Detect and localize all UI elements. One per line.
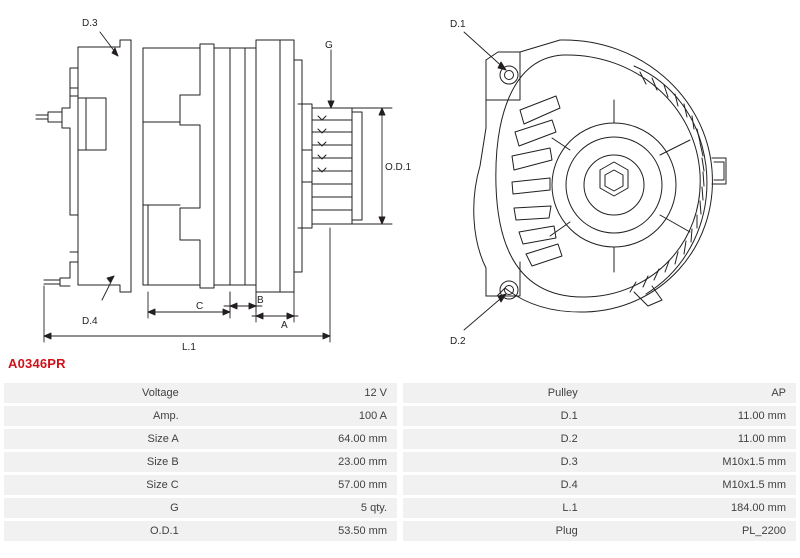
spec-key: Amp. (4, 406, 189, 426)
label-d3: D.3 (82, 18, 98, 29)
part-number: A0346PR (8, 356, 66, 371)
spec-value: AP (588, 383, 796, 403)
label-g: G (325, 40, 333, 51)
table-row (403, 475, 796, 495)
spec-value: 53.50 mm (189, 521, 397, 541)
table-row (403, 383, 796, 403)
table-row (4, 383, 397, 403)
spec-key: Pulley (403, 383, 588, 403)
table-row (403, 429, 796, 449)
alternator-front-view (474, 40, 726, 312)
table-row (403, 406, 796, 426)
spec-key: D.4 (403, 475, 588, 495)
spec-key: Size B (4, 452, 189, 472)
spec-value: 64.00 mm (189, 429, 397, 449)
spec-key: L.1 (403, 498, 588, 518)
spec-value: 57.00 mm (189, 475, 397, 495)
spec-value: 5 qty. (189, 498, 397, 518)
spec-key: D.1 (403, 406, 588, 426)
side-view-callouts (44, 32, 392, 342)
spec-table-right (403, 380, 796, 544)
label-b: B (257, 295, 264, 306)
spec-value: 12 V (189, 383, 397, 403)
label-l1: L.1 (182, 342, 196, 352)
table-row (403, 521, 796, 541)
spec-tables (4, 380, 796, 544)
alternator-side-view (36, 40, 362, 292)
spec-key: D.2 (403, 429, 588, 449)
spec-key: G (4, 498, 189, 518)
label-a: A (281, 320, 288, 331)
spec-value: 11.00 mm (588, 406, 796, 426)
table-row (4, 521, 397, 541)
label-d1: D.1 (450, 19, 466, 30)
spec-key: O.D.1 (4, 521, 189, 541)
spec-value: 23.00 mm (189, 452, 397, 472)
spec-key: Size A (4, 429, 189, 449)
table-row (4, 406, 397, 426)
table-row (403, 498, 796, 518)
label-od1: O.D.1 (385, 162, 412, 173)
table-row (4, 475, 397, 495)
spec-value: M10x1.5 mm (588, 475, 796, 495)
spec-value: 184.00 mm (588, 498, 796, 518)
spec-key: Plug (403, 521, 588, 541)
table-row (403, 452, 796, 472)
spec-value: 100 A (189, 406, 397, 426)
table-row (4, 429, 397, 449)
table-row (4, 498, 397, 518)
spec-key: Voltage (4, 383, 189, 403)
spec-key: Size C (4, 475, 189, 495)
spec-value: 11.00 mm (588, 429, 796, 449)
label-c: C (196, 301, 204, 312)
spec-table-left (4, 380, 397, 544)
spec-value: PL_2200 (588, 521, 796, 541)
label-d4: D.4 (82, 316, 98, 327)
label-d2: D.2 (450, 336, 466, 347)
table-row (4, 452, 397, 472)
spec-key: D.3 (403, 452, 588, 472)
spec-value: M10x1.5 mm (588, 452, 796, 472)
